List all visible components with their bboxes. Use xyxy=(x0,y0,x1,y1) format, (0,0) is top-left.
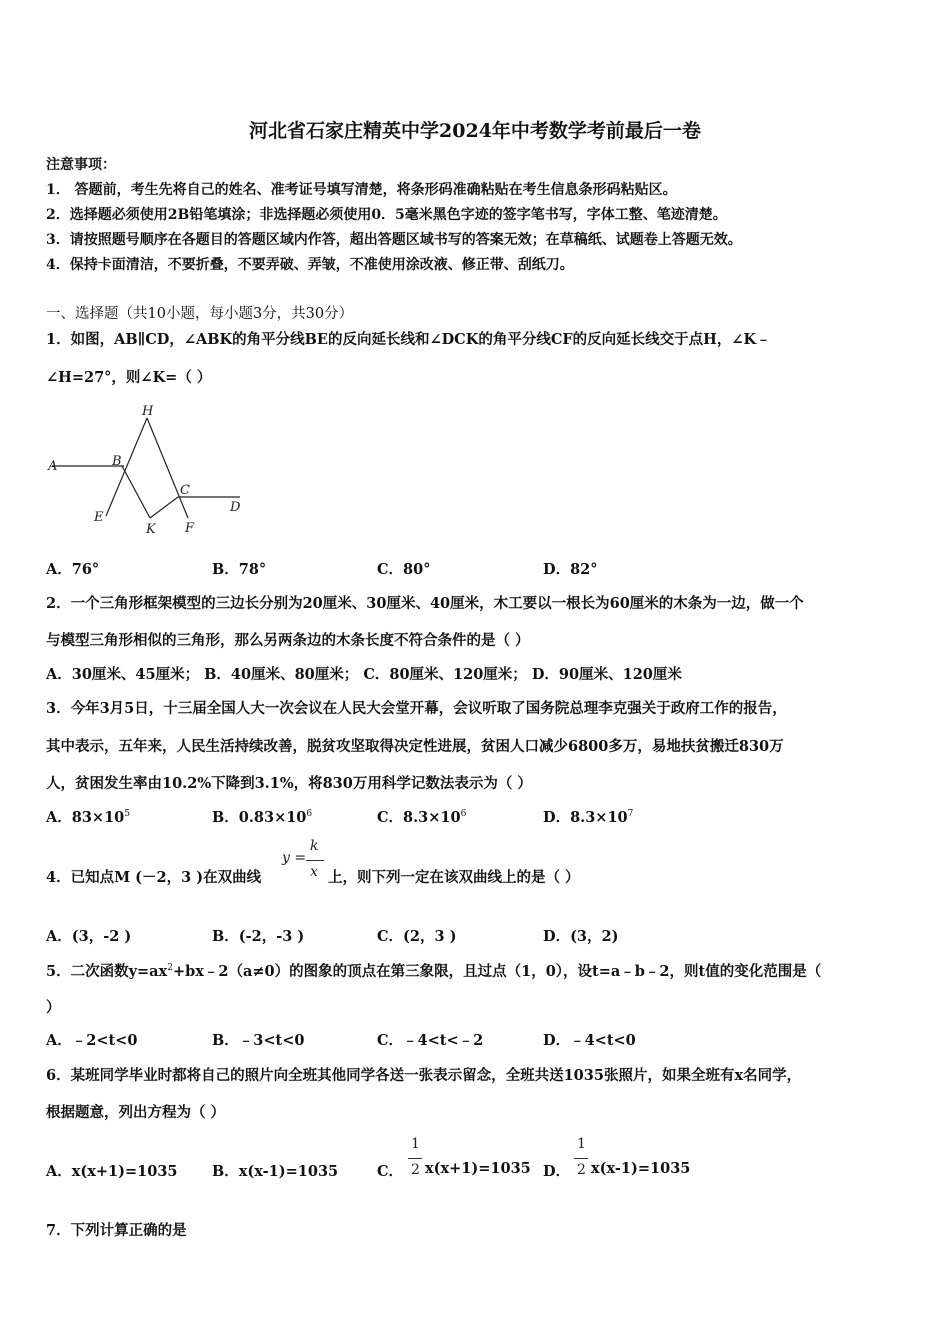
q5-option-b[interactable]: B．﹣3<t<0 xyxy=(212,1032,305,1049)
q1-option-c[interactable]: C．80° xyxy=(377,561,431,578)
q1-geometry-figure xyxy=(44,398,254,543)
label-K: K xyxy=(146,522,156,537)
q6-d-frac-den: 2 xyxy=(577,1162,586,1178)
section-heading: 一、选择题（共10小题，每小题3分，共30分） xyxy=(46,306,354,322)
q4-text-after: 上，则下列一定在该双曲线上的是（ ） xyxy=(328,869,580,886)
q6-option-b[interactable]: B．x(x-1)=1035 xyxy=(212,1163,339,1180)
q1-option-a[interactable]: A．76° xyxy=(46,561,100,578)
q4-eq-denominator: x xyxy=(310,864,318,880)
q1-text-2: ∠H=27°，则∠K=（ ） xyxy=(46,369,212,386)
q1-option-d[interactable]: D．82° xyxy=(543,561,598,578)
q3-option-a[interactable]: A．$83\times 10^5$ xyxy=(46,809,130,826)
q6-text-2: 根据题意，列出方程为（ ） xyxy=(46,1104,226,1121)
page-title: 河北省石家庄精英中学2024年中考数学考前最后一卷 xyxy=(249,120,701,142)
q4-fraction-bar xyxy=(306,860,324,861)
q5-option-a[interactable]: A．﹣2<t<0 xyxy=(46,1032,138,1049)
q7-text-1: 7．下列计算正确的是 xyxy=(46,1222,187,1239)
q1-option-b[interactable]: B．78° xyxy=(212,561,267,578)
q6-c-expr: x(x+1)=1035 xyxy=(425,1160,531,1177)
q6-d-frac-num: 1 xyxy=(577,1136,586,1152)
label-E: E xyxy=(94,510,104,525)
q2-text-1: 2．一个三角形框架模型的三边长分别为20厘米、30厘米、40厘米，木工要以一根长为60厘米的木条为一边，做一个 xyxy=(46,595,804,612)
q6-text-1: 6．某班同学毕业时都将自己的照片向全班其他同学各送一张表示留念，全班共送1035张照片，如果全班有x名同学， xyxy=(46,1067,802,1084)
label-C: C xyxy=(180,483,190,498)
q4-option-b[interactable]: B．(-2，-3 ) xyxy=(212,928,305,945)
q1-text-1: 1．如图，AB∥CD，∠ABK的角平分线BE的反向延长线和∠DCK的角平分线CF的反向延长线交于点H，∠K﹣ xyxy=(46,331,771,348)
notice-item-1: 1． 答题前，考生先将自己的姓名、准考证号填写清楚，将条形码准确粘贴在考生信息条形码粘贴区。 xyxy=(46,182,677,198)
q4-option-c[interactable]: C．(2，3 ) xyxy=(377,928,457,945)
q3-option-b[interactable]: B．$0.83\times 10^6$ xyxy=(212,809,313,826)
q4-eq-lhs: y = xyxy=(282,850,307,866)
q6-c-frac-den: 2 xyxy=(411,1162,420,1178)
q5-option-d[interactable]: D．﹣4<t<0 xyxy=(543,1032,636,1049)
q4-option-a[interactable]: A．(3，-2 ) xyxy=(46,928,132,945)
q6-option-d[interactable]: D． xyxy=(543,1163,571,1180)
q5-option-c[interactable]: C．﹣4<t<﹣2 xyxy=(377,1032,484,1049)
q3-text-2: 其中表示，五年来，人民生活持续改善，脱贫攻坚取得决定性进展，贫困人口减少6800多万，易地扶贫搬迁830万 xyxy=(46,738,784,755)
q5-text-1: 5．二次函数$y=ax^2+bx﹣2(a\ne 0)$的图象的顶点在第三象限，且过点（1，0），设t=a﹣b﹣2，则t值的变化范围是（ xyxy=(46,963,822,980)
q4-option-d[interactable]: D．(3，2) xyxy=(543,928,619,945)
q4-eq-numerator: k xyxy=(310,838,319,854)
notice-item-2: 2．选择题必须使用2B铅笔填涂；非选择题必须使用0．5毫米黑色字迹的签字笔书写，字体工整、笔迹清楚。 xyxy=(46,207,727,223)
q6-d-expr: x(x-1)=1035 xyxy=(591,1160,691,1177)
q6-c-frac-bar xyxy=(408,1158,422,1159)
q6-option-c[interactable]: C． xyxy=(377,1163,404,1180)
q6-option-a[interactable]: A．x(x+1)=1035 xyxy=(46,1163,178,1180)
label-H: H xyxy=(142,404,154,419)
q3-text-1: 3．今年3月5日，十三届全国人大一次会议在人民大会堂开幕，会议听取了国务院总理李克强关于政府工作的报告， xyxy=(46,700,787,717)
q5-text-2: ） xyxy=(46,999,61,1016)
q6-d-frac-bar xyxy=(574,1158,588,1159)
label-F: F xyxy=(185,521,195,536)
label-A: A xyxy=(48,459,58,474)
q2-options[interactable]: A．30厘米、45厘米； B．40厘米、80厘米； C．80厘米、120厘米； D．90厘米、120厘米 xyxy=(46,666,682,683)
q4-text-before: 4．已知点M (－2，3 )在双曲线 xyxy=(46,869,262,886)
q6-c-frac-num: 1 xyxy=(411,1136,420,1152)
label-D: D xyxy=(230,500,241,515)
q2-text-2: 与模型三角形相似的三角形，那么另两条边的木条长度不符合条件的是（ ） xyxy=(46,632,530,649)
label-B: B xyxy=(112,454,122,469)
notice-item-4: 4．保持卡面清洁，不要折叠，不要弄破、弄皱，不准使用涂改液、修正带、刮纸刀。 xyxy=(46,257,574,273)
notice-item-3: 3．请按照题号顺序在各题目的答题区域内作答，超出答题区域书写的答案无效；在草稿纸、试题卷上答题无效。 xyxy=(46,232,742,248)
q3-text-3: 人，贫困发生率由10.2%下降到3.1%，将830万用科学记数法表示为（ ） xyxy=(46,775,532,792)
notice-heading: 注意事项： xyxy=(46,157,116,173)
q3-option-c[interactable]: C．$8.3\times 10^6$ xyxy=(377,809,467,826)
q3-option-d[interactable]: D．$8.3\times 10^7$ xyxy=(543,809,634,826)
